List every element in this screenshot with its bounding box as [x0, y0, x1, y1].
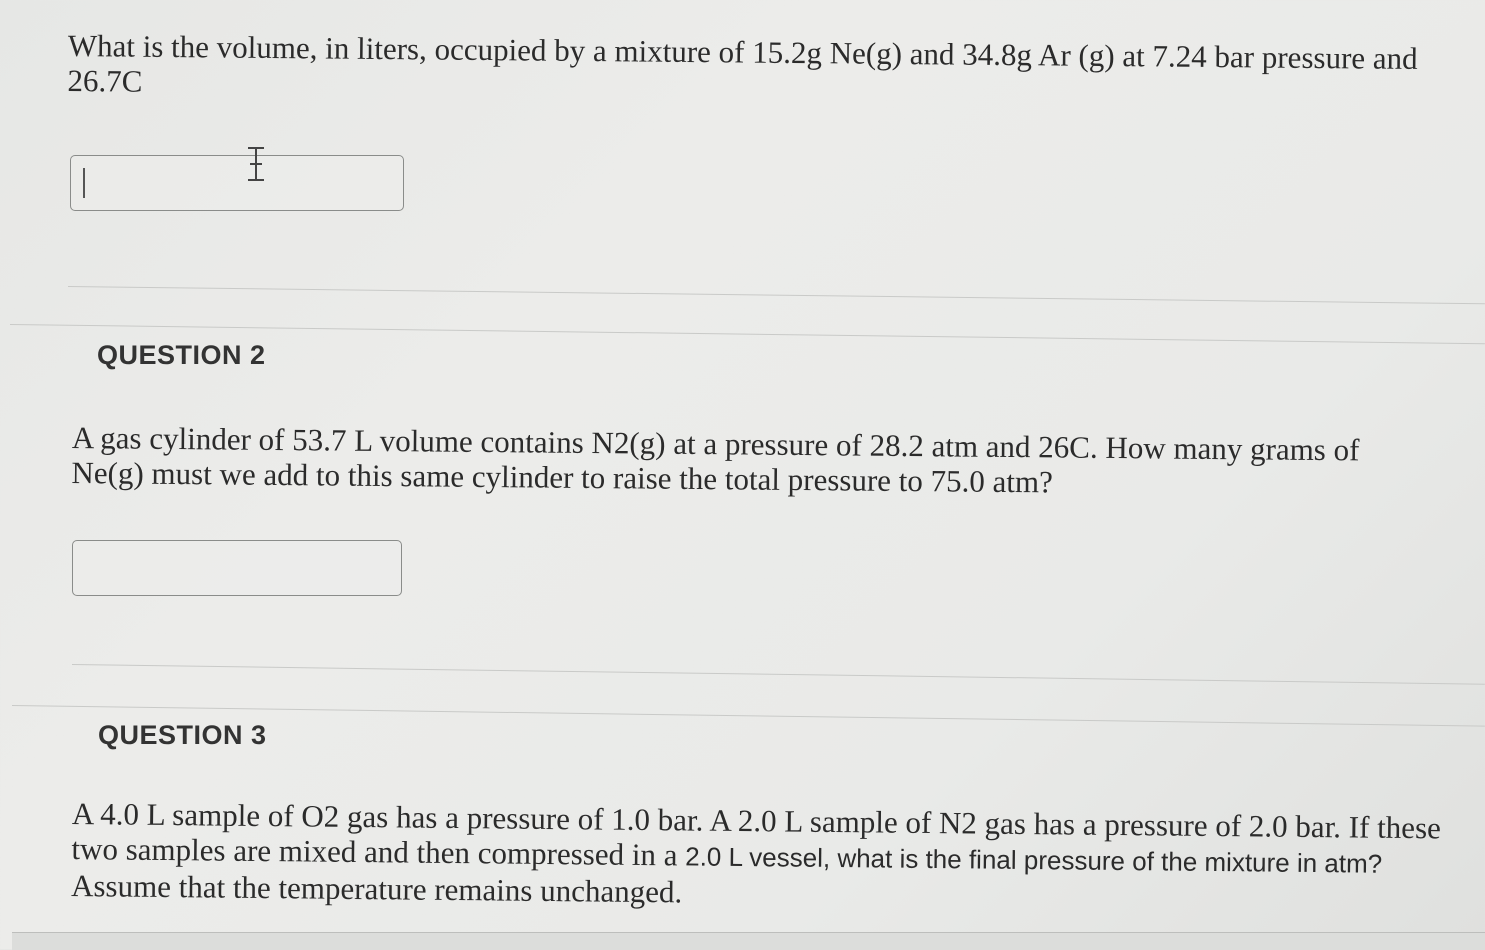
question-2-text: A gas cylinder of 53.7 L volume contains N2(g) at a pressure of 28.2 atm and 26C. How many grams of Ne(g) must we add to this same cylinder to raise the total pressure to 75.0 atm? — [71, 420, 1360, 500]
question-1-answer-input[interactable] — [70, 155, 404, 211]
question-1-text: What is the volume, in liters, occupied by a mixture of 15.2g Ne(g) and 34.8g Ar (g) at 7.24 bar pressure and 26.7C — [67, 28, 1418, 99]
question-2-answer-input[interactable] — [72, 540, 402, 596]
question-3-text-part1: A 4.0 L sample of O2 gas has a pressure of 1.0 bar. A 2.0 L sample of N2 gas has a pressure of 2.0 bar. If these two samples are mixed and then compressed in a — [71, 796, 1442, 873]
text-caret — [83, 168, 85, 198]
divider — [68, 286, 1485, 304]
question-3-text — [71, 796, 1442, 917]
question-3-text-part2: 2.0 L vessel, what is the final pressure of the mixture in atm? — [685, 841, 1383, 879]
text-cursor-icon — [244, 146, 268, 182]
next-answer-box-edge — [12, 932, 1485, 950]
question-3-text-part3: Assume that the temperature remains unchanged. — [70, 867, 683, 910]
question-3-heading: QUESTION 3 — [98, 720, 267, 750]
question-2-heading: QUESTION 2 — [97, 340, 266, 370]
divider — [72, 664, 1485, 685]
